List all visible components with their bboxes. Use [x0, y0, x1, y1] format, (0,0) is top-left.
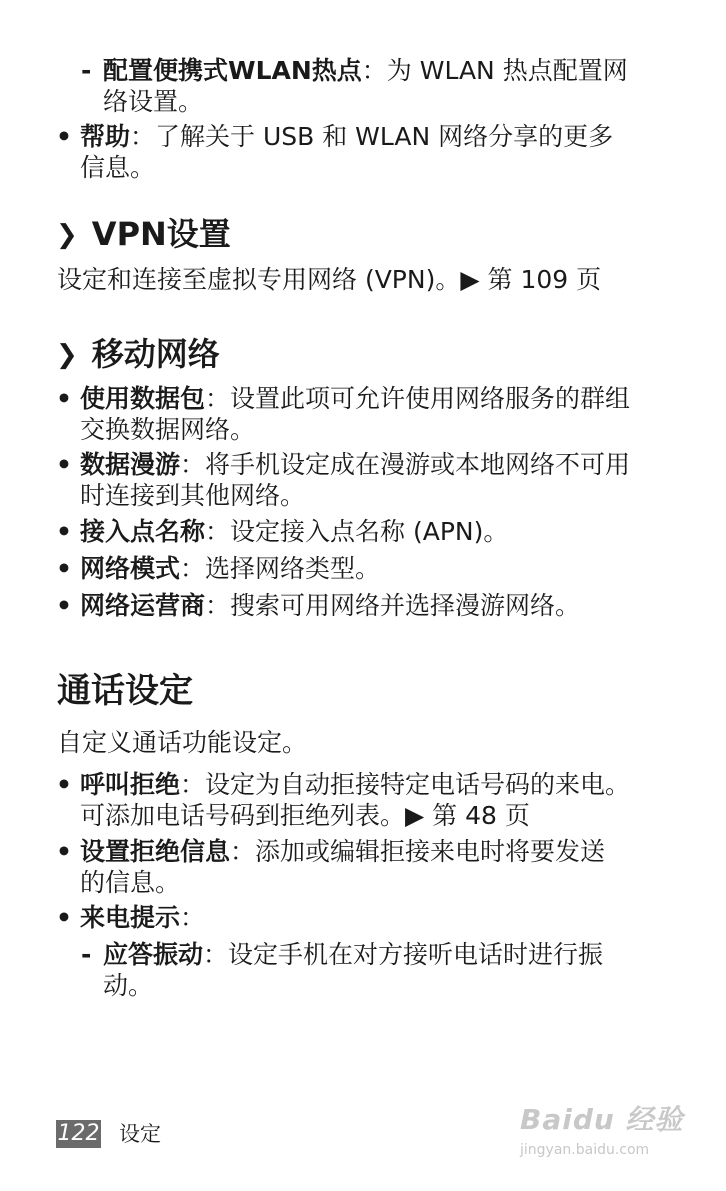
section-heading-vpn — [56, 214, 231, 257]
section-title: VPN设置 — [91, 215, 231, 253]
item-term: 配置便携式WLAN热点 — [103, 56, 362, 85]
item-term: 接入点名称 — [80, 517, 206, 546]
item-desc: ：设定为自动拒接特定电话号码的来电。 — [180, 770, 631, 799]
list-item — [80, 553, 380, 584]
help-item — [80, 121, 613, 152]
item-desc: ：为 WLAN 热点配置网 — [361, 56, 628, 85]
chevron-right-icon: ❯ — [56, 220, 78, 250]
item-term: 网络运营商 — [80, 591, 206, 620]
watermark-url: jingyan.baidu.com — [520, 1142, 650, 1158]
item-term: 呼叫拒绝 — [80, 770, 181, 799]
item-term: 使用数据包 — [80, 384, 206, 413]
wlan-hotspot-item — [103, 55, 628, 86]
list-item — [80, 383, 630, 414]
item-desc: ：设定手机在对方接听电话时进行振 — [203, 940, 604, 969]
list-item-cont: 的信息。 — [80, 868, 181, 897]
item-term: 应答振动 — [103, 940, 204, 969]
list-item — [80, 836, 605, 867]
help-item-cont: 信息。 — [80, 153, 156, 182]
list-item — [80, 449, 630, 480]
list-item-cont: 交换数据网络。 — [80, 415, 256, 444]
sub-list-item — [103, 939, 603, 970]
item-term: 网络模式 — [80, 554, 181, 583]
item-desc: ：搜索可用网络并选择漫游网络。 — [205, 591, 581, 620]
chevron-right-icon: ❯ — [56, 340, 78, 370]
item-desc: ：设置此项可允许使用网络服务的群组 — [205, 384, 631, 413]
sub-list-item-cont: 动。 — [103, 971, 154, 1000]
item-desc: ：选择网络类型。 — [180, 554, 381, 583]
item-term: 数据漫游 — [80, 450, 181, 479]
baidu-watermark — [520, 1100, 690, 1166]
call-description: 自定义通话功能设定。 — [57, 728, 308, 757]
item-desc: ：设定接入点名称 (APN)。 — [205, 517, 509, 546]
list-item — [80, 902, 205, 933]
item-term: 设置拒绝信息 — [80, 837, 231, 866]
wlan-hotspot-item-cont: 络设置。 — [103, 87, 204, 116]
list-item-cont: 时连接到其他网络。 — [80, 481, 306, 510]
vpn-description: 设定和连接至虚拟专用网络 (VPN)。▶ 第 109 页 — [57, 265, 602, 294]
item-desc: ：了解关于 USB 和 WLAN 网络分享的更多 — [130, 122, 614, 151]
watermark-logo: Baidu 经验 — [520, 1103, 684, 1136]
section-title: 移动网络 — [91, 335, 220, 373]
page-heading-call-settings: 通话设定 — [57, 671, 193, 711]
list-item — [80, 769, 630, 800]
item-desc: ：添加或编辑拒接来电时将要发送 — [230, 837, 606, 866]
section-heading-mobile-network — [56, 334, 220, 377]
list-item-cont: 可添加电话号码到拒绝列表。▶ 第 48 页 — [80, 801, 530, 830]
item-desc: ： — [180, 903, 206, 932]
list-item — [80, 590, 580, 621]
item-term: 来电提示 — [80, 903, 181, 932]
item-desc: ：将手机设定成在漫游或本地网络不可用 — [180, 450, 631, 479]
page-number: 122 — [57, 1121, 100, 1146]
list-item — [80, 516, 508, 547]
item-term: 帮助 — [80, 122, 131, 151]
footer-section-label: 设定 — [119, 1122, 161, 1146]
